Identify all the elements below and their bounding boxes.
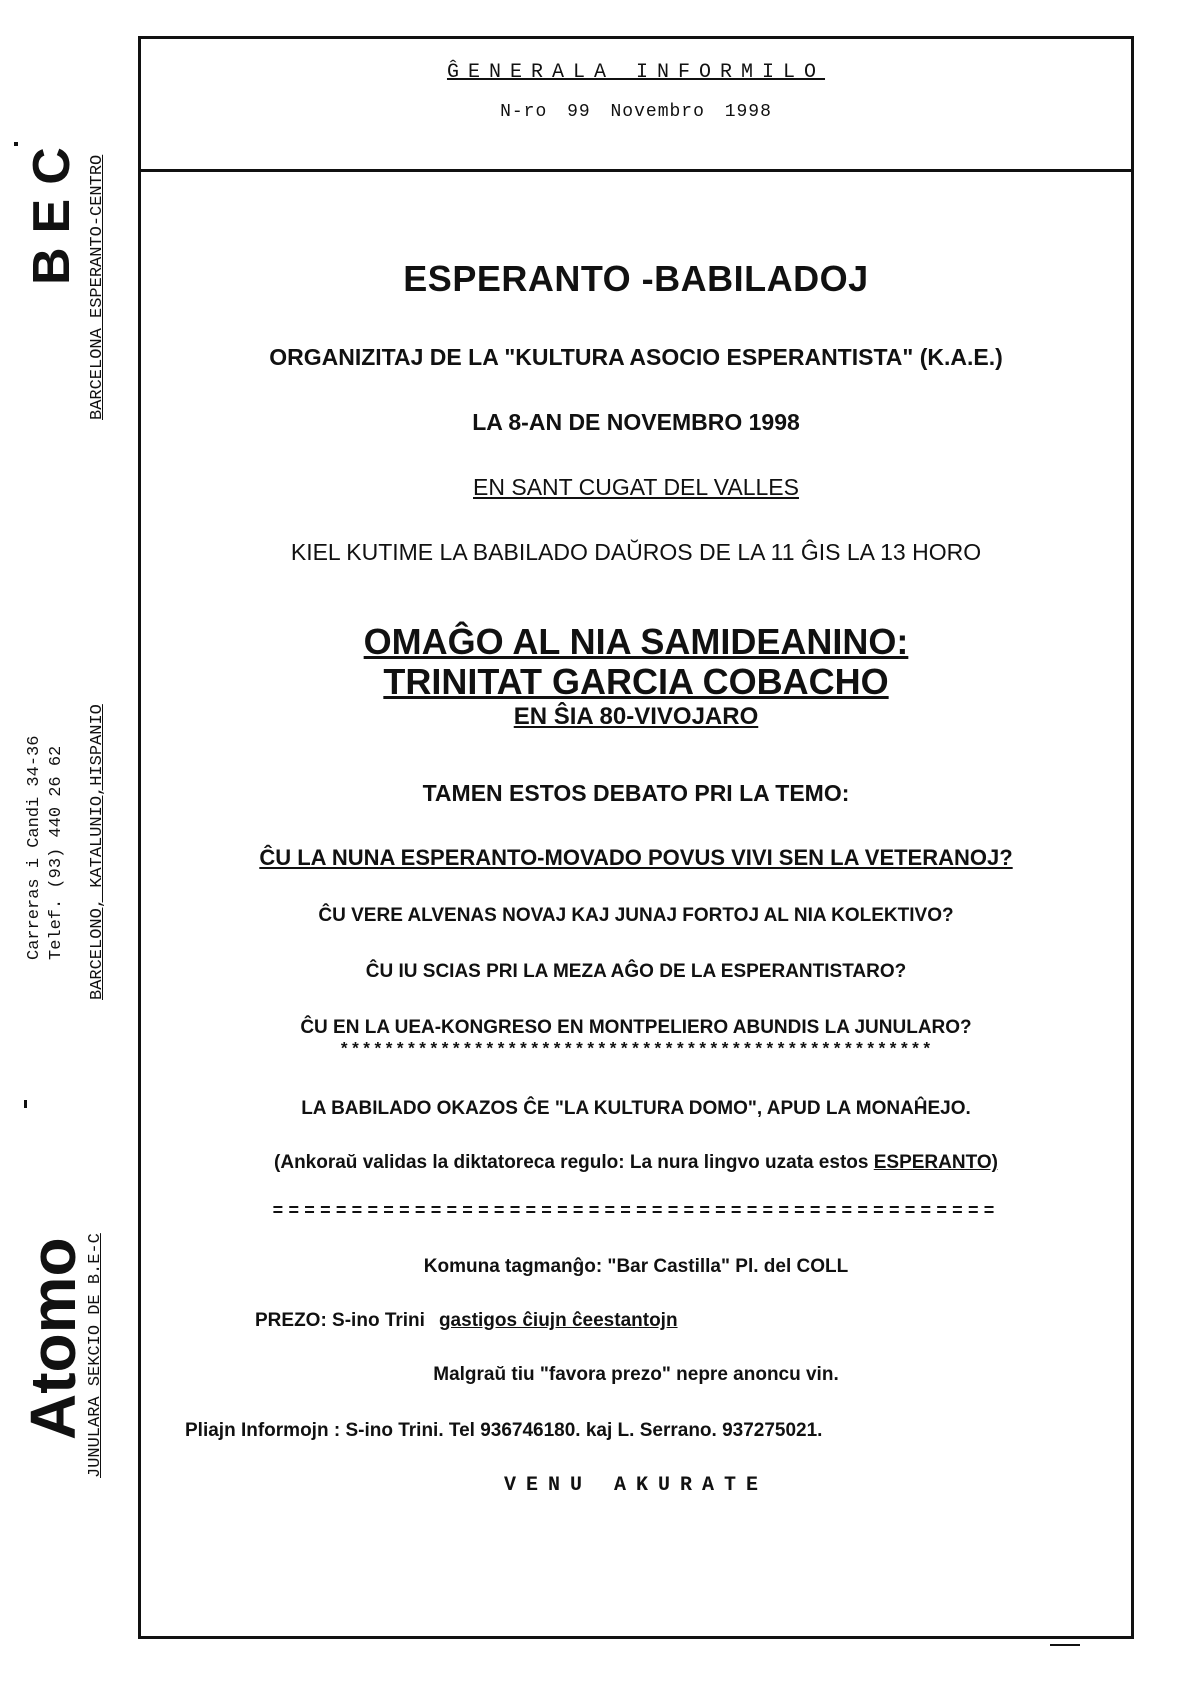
debate-question: ĈU LA NUNA ESPERANTO-MOVADO POVUS VIVI SEN LA VETERANOJ?	[259, 845, 1013, 870]
atomo-logo: Atomo	[17, 1237, 89, 1440]
bulletin-title: ĜENERALA INFORMILO	[446, 61, 826, 84]
atomo-subtitle: JUNULARA SEKCIO DE B.E-C	[86, 1233, 105, 1478]
equals-divider: ==============================================	[272, 1202, 1000, 1222]
page-title: ESPERANTO -BABILADOJ	[403, 258, 869, 299]
price-line	[159, 1310, 1113, 1332]
event-time: KIEL KUTIME LA BABILADO DAŬROS DE LA 11 ĜIS LA 13 HORO	[290, 539, 982, 565]
homage-name: TRINITAT GARCIA COBACHO	[383, 661, 889, 702]
country-line: BARCELONO, KATALUNIO,HISPANIO	[88, 704, 107, 1000]
price-label: PREZO: S-ino Trini	[255, 1310, 425, 1331]
language-rule-language: ESPERANTO)	[873, 1152, 998, 1173]
debate-question: ĈU EN LA UEA-KONGRESO EN MONTPELIERO ABUNDIS LA JUNULARO?	[300, 1017, 972, 1038]
bulletin-header	[141, 39, 1131, 172]
bulletin-body	[141, 258, 1131, 1497]
issue-number: N-ro 99 Novembro 1998	[500, 102, 772, 122]
debate-question: ĈU IU SCIAS PRI LA MEZA AĜO DE LA ESPERANTISTARO?	[365, 961, 907, 982]
price-note: gastigos ĉiujn ĉeestantojn	[438, 1310, 678, 1331]
bulletin-frame	[138, 36, 1134, 1639]
star-divider: *****************************************************	[339, 1041, 933, 1060]
bec-subtitle: BARCELONA ESPERANTO-CENTRO	[88, 154, 107, 420]
address-phone: Telef. (93) 440 26 62	[47, 745, 66, 960]
debate-question: ĈU VERE ALVENAS NOVAJ KAJ JUNAJ FORTOJ AL NIA KOLEKTIVO?	[318, 905, 954, 926]
language-rule-text: (Ankoraŭ validas la diktatoreca regulo: La nura lingvo uzata estos	[274, 1152, 874, 1173]
scan-mark	[14, 142, 18, 146]
venue-line: LA BABILADO OKAZOS ĈE "LA KULTURA DOMO", APUD LA MONAĤEJO.	[301, 1098, 971, 1119]
language-rule	[159, 1152, 1113, 1174]
sidebar	[0, 0, 140, 1684]
contact-info: Pliajn Informojn : S-ino Trini. Tel 936746180. kaj L. Serrano. 937275021.	[185, 1420, 823, 1441]
event-date: LA 8-AN DE NOVEMBRO 1998	[472, 409, 800, 435]
lunch-line: Komuna tagmanĝo: "Bar Castilla" Pl. del COLL	[423, 1256, 849, 1277]
event-place: EN SANT CUGAT DEL VALLES	[473, 474, 799, 500]
address-street: Carreras i Candi 34-36	[25, 735, 44, 960]
price-extra: Malgraŭ tiu "favora prezo" nepre anoncu vin.	[433, 1364, 839, 1385]
debate-intro: TAMEN ESTOS DEBATO PRI LA TEMO:	[422, 780, 850, 806]
closing-line: VENU AKURATE	[503, 1474, 769, 1497]
homage-subtitle: EN ŜIA 80-VIVOJARO	[513, 703, 759, 730]
address-block	[24, 736, 68, 960]
scan-mark	[1050, 1644, 1080, 1646]
homage-title: OMAĜO AL NIA SAMIDEANINO:	[363, 621, 909, 662]
organizer-line: ORGANIZITAJ DE LA "KULTURA ASOCIO ESPERANTISTA" (K.A.E.)	[269, 344, 1003, 370]
scan-mark	[24, 1100, 27, 1108]
bec-logo: BEC	[23, 133, 81, 285]
